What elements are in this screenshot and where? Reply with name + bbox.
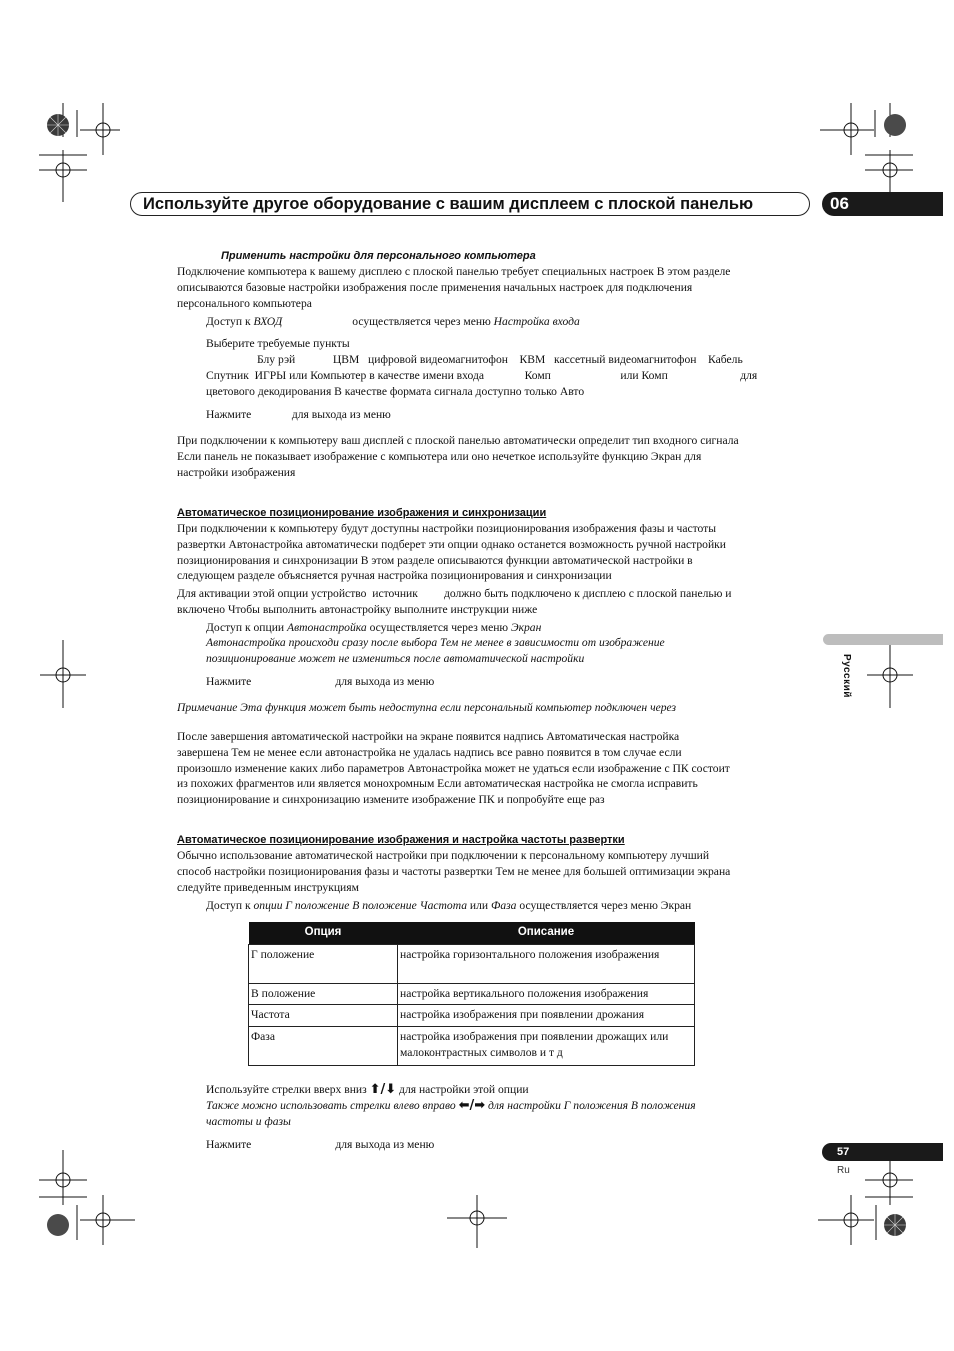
option-cell: Г положение [249, 944, 398, 983]
section3-leftright-note: Также можно использовать стрелки влево вправо ⬅/➡ для настройки Г положения В положения [206, 1098, 696, 1113]
language-label: Русский [840, 654, 852, 698]
page-language-code: Ru [837, 1165, 850, 1176]
section2-note: Автонастройка происходи сразу после выбора Тем не менее в зависимости от изображение позиционирование может не измениться после автоматической настройки [206, 636, 665, 665]
table-row [249, 1005, 695, 1027]
section1-exit-step: Нажмите для выхода из меню [206, 408, 391, 421]
table-row [249, 944, 695, 983]
column-header-option: Опция [249, 922, 398, 944]
section-title-auto-frequency: Автоматическое позиционирование изображения и настройка частоты развертки [177, 834, 625, 846]
description-cell: настройка вертикального положения изображения [398, 983, 695, 1005]
table-row [249, 983, 695, 1005]
section3-arrows-step: Используйте стрелки вверх вниз ⬆/⬇ для настройки этой опции [206, 1082, 529, 1097]
page-title: Используйте другое оборудование с вашим дисплеем с плоской панелью [143, 195, 754, 213]
page-number: 57 [822, 1143, 943, 1161]
option-cell: Частота [249, 1005, 398, 1027]
section-title-pc-settings: Применить настройки для персонального компьютера [221, 250, 536, 262]
section2-remark: Примечание Эта функция может быть недоступна если персональный компьютер подключен через [177, 701, 677, 714]
section2-para3: После завершения автоматической настройки на экране появится надпись Автоматическая настройка завершена Тем не менее если автонастройка не удалась надпись все равно появится в том случае если произошло изменение каких либо параметров Автонастройка может не удаться если изображение с ПК состоит из похожих фрагментов или является монохромным Если автоматическая настройка не смогла исправить позиционирование и синхронизацию измените изображение ПК и попробуйте еще раз [177, 730, 730, 807]
options-table [248, 922, 695, 1066]
section1-access-step: Доступ к ВХОД осуществляется через меню Настройка входа [206, 315, 580, 328]
section3-access-step: Доступ к опции Г положение В положение Частота или Фаза осуществляется через меню Экран [206, 899, 692, 912]
section2-para1: При подключении к компьютеру будут доступны настройки позиционирования изображения фазы и частоты развертки Автонастройка автоматически подберет эти опции однако останется возможность ручной настройки позиционирования и синхронизации В этом разделе описываются функции автоматической настройки в следующем разделе объясняется ручная настройка позиционирования и синхронизации [177, 522, 726, 583]
option-cell: В положение [249, 983, 398, 1005]
section-title-auto-positioning: Автоматическое позиционирование изображения и синхронизации [177, 507, 547, 519]
section1-intro: Подключение компьютера к вашему дисплею с плоской панелью требует специальных настроек В этом разделе описываются базовые настройки изображения после применения начальных настроек для подключения персонального компьютера [177, 265, 731, 310]
section3-leftright-note-line2: частоты и фазы [206, 1115, 291, 1128]
chapter-number: 06 [822, 192, 943, 216]
section2-access-step: Доступ к опции Автонастройка осуществляется через меню Экран [206, 621, 542, 634]
table-header-row [249, 922, 695, 944]
section1-select-line4: цветового декодирования В качестве формата сигнала доступно только Авто [206, 385, 585, 398]
up-down-arrows-icon: ⬆/⬇ [369, 1082, 397, 1097]
section2-exit-step: Нажмите для выхода из меню [206, 675, 435, 688]
table-row [249, 1027, 695, 1066]
section1-select-line2: Блу рэй ЦВМ цифровой видеомагнитофон КВМ кассетный видеомагнитофон Кабель [257, 353, 743, 366]
section3-exit-step: Нажмите для выхода из меню [206, 1138, 435, 1151]
column-header-description: Описание [398, 922, 695, 944]
language-tab [823, 634, 943, 645]
description-cell: настройка изображения при появлении дрожащих или малоконтрастных символов и т д [398, 1027, 695, 1066]
option-cell: Фаза [249, 1027, 398, 1066]
description-cell: настройка изображения при появлении дрожания [398, 1005, 695, 1027]
section1-detect: При подключении к компьютеру ваш дисплей с плоской панелью автоматически определит тип входного сигнала Если панель не показывает изображение с компьютера или оно нечеткое используйте функцию Экран для настройки изображения [177, 434, 739, 479]
left-right-arrows-icon: ⬅/➡ [458, 1098, 486, 1113]
section1-select-step-title: Выберите требуемые пункты [206, 337, 350, 350]
section3-para1: Обычно использование автоматической настройки при подключении к персональному компьютеру лучший способ настройки позиционирования фазы и частоты развертки Тем не менее для большей оптимизации экрана следуйте приведенным инструкциям [177, 849, 731, 894]
description-cell: настройка горизонтального положения изображения [398, 944, 695, 983]
section1-select-line3: Спутник ИГРЫ или Компьютер в качестве имени входа Комп или Комп для [206, 369, 758, 382]
section2-para2: Для активации этой опции устройство источник должно быть подключено к дисплею с плоской панелью и включено Чтобы выполнить автонастройку выполните инструкции ниже [177, 587, 732, 616]
